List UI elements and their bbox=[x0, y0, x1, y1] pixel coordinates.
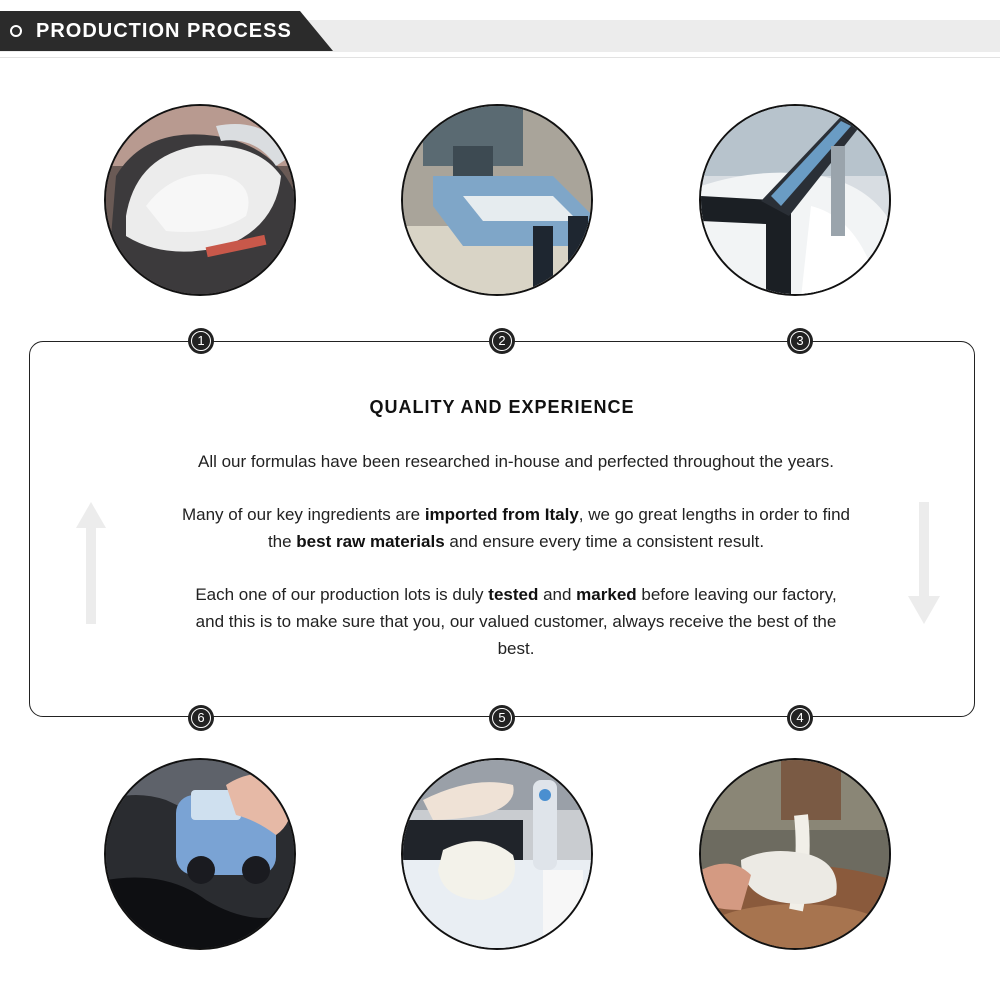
step-4-photo bbox=[699, 758, 891, 950]
header-divider bbox=[0, 57, 1000, 58]
arrow-up-icon bbox=[76, 502, 106, 629]
step-1-badge: 1 bbox=[188, 328, 214, 354]
info-paragraph-1: All our formulas have been researched in-house and perfected throughout the years. bbox=[197, 452, 834, 471]
step-2-badge: 2 bbox=[489, 328, 515, 354]
step-5-badge: 5 bbox=[489, 705, 515, 731]
page-title: PRODUCTION PROCESS bbox=[36, 20, 292, 42]
step-3-photo bbox=[699, 104, 891, 296]
step-2-photo bbox=[401, 104, 593, 296]
info-paragraph-2: Many of our key ingredients are imported from Italy, we go great lengths in order to find the best raw materials and ensure every time a consistent result. bbox=[181, 505, 851, 551]
step-4-badge: 4 bbox=[787, 705, 813, 731]
step-5-photo bbox=[401, 758, 593, 950]
info-paragraph-3: Each one of our production lots is duly tested and marked before leaving our factory, and this is to make sure that you, our valued customer, always receive the best of the best. bbox=[195, 585, 837, 658]
step-6-photo bbox=[104, 758, 296, 950]
step-3-badge: 3 bbox=[787, 328, 813, 354]
arrow-down-icon bbox=[908, 502, 940, 629]
step-1-photo bbox=[104, 104, 296, 296]
header-bullet-icon bbox=[10, 25, 22, 37]
step-6-badge: 6 bbox=[188, 705, 214, 731]
info-title: QUALITY AND EXPERIENCE bbox=[369, 397, 635, 417]
